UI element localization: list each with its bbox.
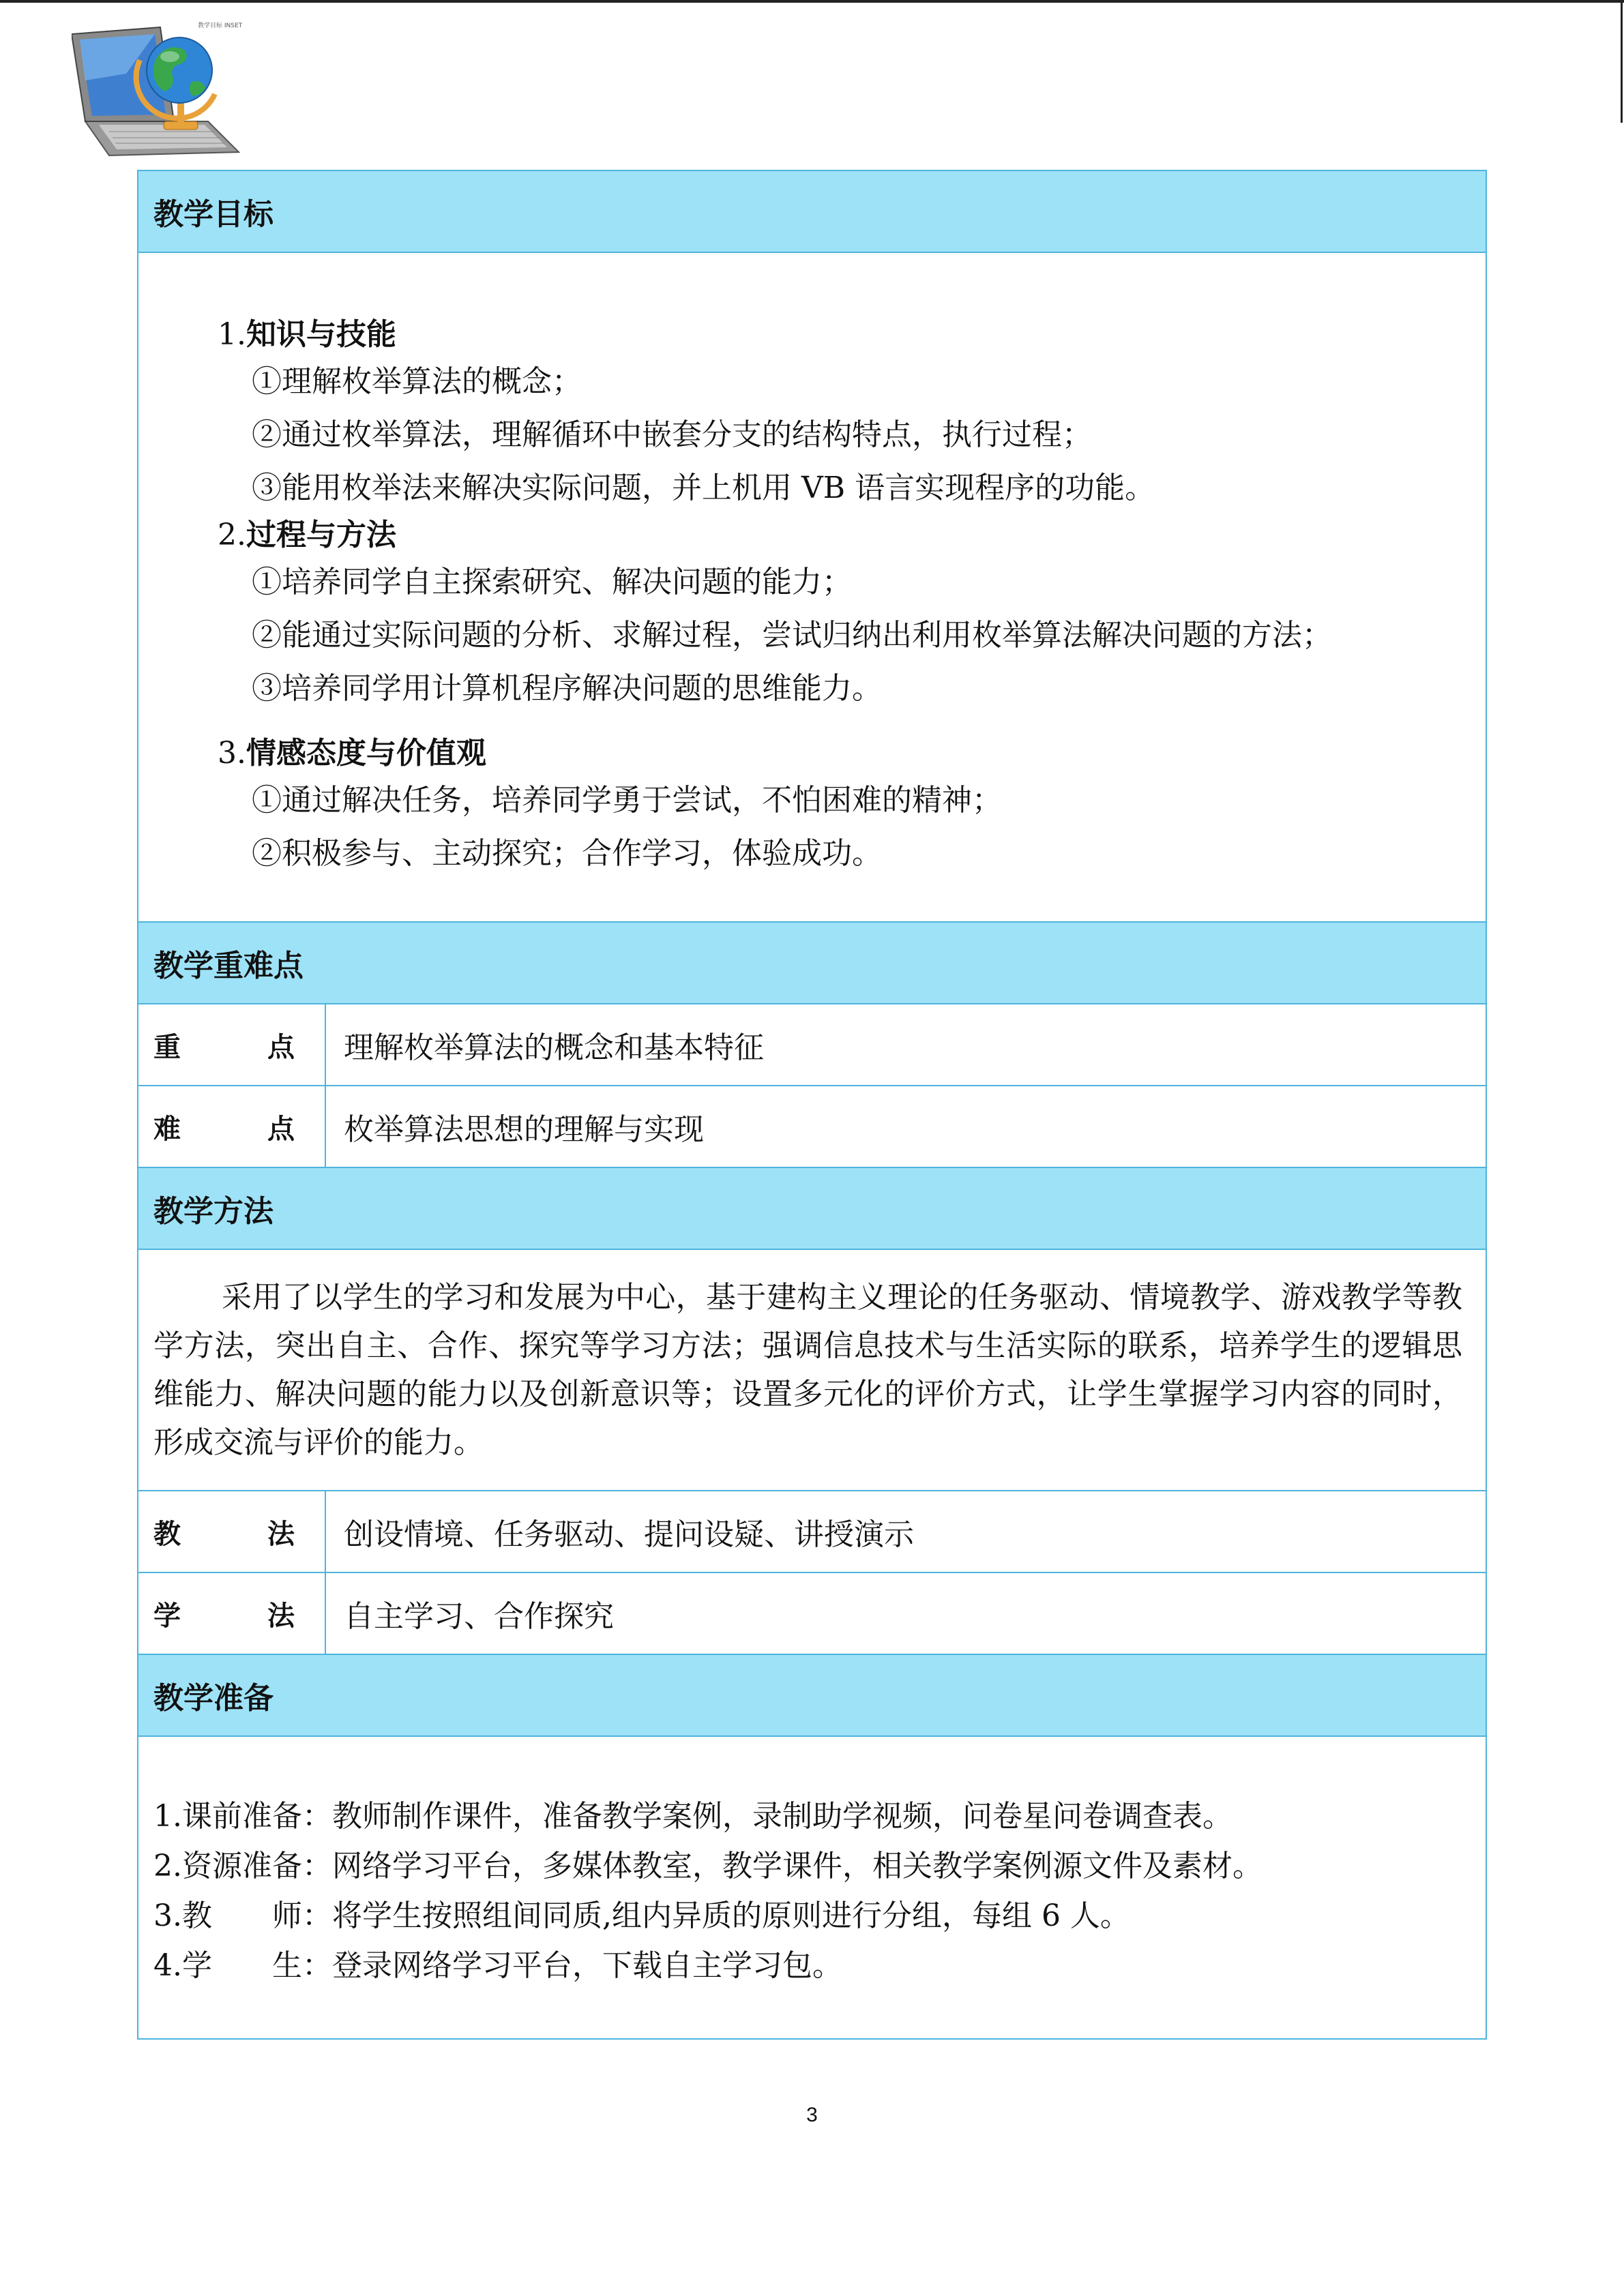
row-label-char: 点 bbox=[267, 1113, 295, 1145]
page-number: 3 bbox=[806, 2104, 818, 2126]
goal-heading bbox=[218, 515, 1458, 556]
prep-body bbox=[138, 1737, 1486, 2038]
key-point-row bbox=[138, 1086, 1486, 1168]
goal-label: 过程与方法 bbox=[246, 518, 396, 552]
row-label bbox=[138, 1491, 326, 1572]
row-value: 理解枚举算法的概念和基本特征 bbox=[344, 1030, 764, 1065]
goal-item: ①理解枚举算法的概念； bbox=[252, 364, 582, 399]
goal-item: ②积极参与、主动探究；合作学习，体验成功。 bbox=[252, 836, 882, 871]
logo-caption: 教学目标 INSET bbox=[198, 23, 243, 29]
goal-item: ②通过枚举算法，理解循环中嵌套分支的结构特点，执行过程； bbox=[252, 417, 1092, 452]
row-label-char: 法 bbox=[267, 1518, 295, 1550]
goal-heading bbox=[218, 733, 1458, 774]
goal-item: ①培养同学自主探索研究、解决问题的能力； bbox=[252, 565, 852, 599]
row-label-char: 教 bbox=[153, 1518, 181, 1550]
goal-number: 1. bbox=[218, 317, 246, 352]
row-label-char: 难 bbox=[153, 1113, 181, 1145]
key-point-row bbox=[138, 1004, 1486, 1086]
goal-number: 2. bbox=[218, 518, 246, 552]
lesson-plan-table bbox=[137, 170, 1487, 2040]
goal-item: ②能通过实际问题的分析、求解过程，尝试归纳出利用枚举算法解决问题的方法； bbox=[252, 618, 1332, 653]
goal-item: ③能用枚举法来解决实际问题，并上机用 VB 语言实现程序的功能。 bbox=[252, 471, 1155, 505]
goal-item: ③培养同学用计算机程序解决问题的思维能力。 bbox=[252, 671, 882, 706]
row-label-char: 重 bbox=[153, 1031, 181, 1063]
row-value: 创设情境、任务驱动、提问设疑、讲授演示 bbox=[344, 1517, 914, 1552]
right-edge-rule bbox=[1621, 0, 1623, 123]
section-header-prep: 教学准备 bbox=[138, 1655, 1486, 1737]
row-label-char: 点 bbox=[267, 1031, 295, 1063]
goal-label: 情感态度与价值观 bbox=[246, 736, 486, 771]
row-value: 自主学习、合作探究 bbox=[344, 1599, 614, 1634]
section-header-key-points: 教学重难点 bbox=[138, 923, 1486, 1004]
section-header-goals: 教学目标 bbox=[138, 171, 1486, 253]
method-row bbox=[138, 1491, 1486, 1573]
goals-body bbox=[138, 253, 1486, 923]
top-rule bbox=[0, 0, 1624, 3]
prep-line: 2.资源准备：网络学习平台，多媒体教室，教学课件，相关教学案例源文件及素材。 bbox=[153, 1849, 1263, 1883]
row-label bbox=[138, 1004, 326, 1085]
prep-line: 4.学 生：登录网络学习平台，下载自主学习包。 bbox=[153, 1948, 842, 1983]
goal-item: ①通过解决任务，培养同学勇于尝试，不怕困难的精神； bbox=[252, 783, 1002, 818]
laptop-globe-icon bbox=[72, 19, 242, 162]
row-label bbox=[138, 1573, 326, 1654]
methods-paragraph: 采用了以学生的学习和发展为中心，基于建构主义理论的任务驱动、情境教学、游戏教学等教学方法，突出自主、合作、探究等学习方法；强调信息技术与生活实际的联系，培养学生的逻辑思维能力、解决问题的能力以及创新意识等；设置多元化的评价方式，让学生掌握学习内容的同时，形成交流与评价的能力。 bbox=[138, 1250, 1486, 1491]
prep-line: 1.课前准备：教师制作课件，准备教学案例，录制助学视频，问卷星问卷调查表。 bbox=[153, 1799, 1232, 1834]
method-row bbox=[138, 1573, 1486, 1655]
goal-number: 3. bbox=[218, 736, 246, 771]
row-value: 枚举算法思想的理解与实现 bbox=[344, 1112, 704, 1147]
row-label-char: 法 bbox=[267, 1600, 295, 1632]
goal-label: 知识与技能 bbox=[246, 317, 396, 352]
section-header-methods: 教学方法 bbox=[138, 1168, 1486, 1250]
row-label bbox=[138, 1086, 326, 1167]
goal-heading bbox=[218, 314, 1458, 355]
row-label-char: 学 bbox=[153, 1600, 181, 1632]
prep-line: 3.教 师：将学生按照组间同质,组内异质的原则进行分组，每组 6 人。 bbox=[153, 1898, 1130, 1933]
